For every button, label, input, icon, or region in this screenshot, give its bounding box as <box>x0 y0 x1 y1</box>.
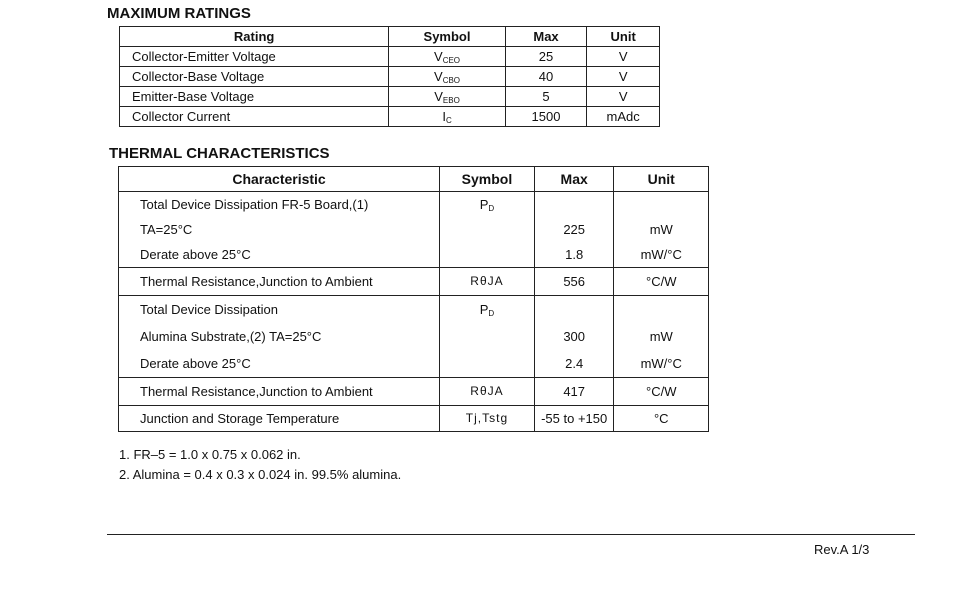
col-header-max: Max <box>505 27 587 47</box>
table-header-row <box>120 27 660 47</box>
symbol-cell: $V_{CEO}$ <box>389 47 505 67</box>
col-header-max: Max <box>534 167 614 192</box>
col-header-symbol: Symbol <box>440 167 535 192</box>
col-header-unit: Unit <box>587 27 660 47</box>
table-row <box>119 296 709 378</box>
max-cell: 25 <box>505 47 587 67</box>
table-row <box>120 47 660 67</box>
table-row <box>120 87 660 107</box>
symbol-cell: $P_D$ <box>440 192 535 268</box>
rating-cell: Emitter-Base Voltage <box>120 87 389 107</box>
col-header-unit: Unit <box>614 167 709 192</box>
characteristic-cell: Total Device Dissipation Alumina Substrate,(2) TA=25°C Derate above 25°C <box>119 296 440 378</box>
revision-label: Rev.A 1/3 <box>814 542 870 557</box>
unit-cell: V <box>587 67 660 87</box>
unit-cell: mW mW/°C <box>614 192 709 268</box>
thermal-title: THERMAL CHARACTERISTICS <box>109 145 330 162</box>
max-cell: 1500 <box>505 107 587 127</box>
unit-cell: V <box>587 87 660 107</box>
footer-divider <box>107 534 915 535</box>
symbol-cell: $V_{CBO}$ <box>389 67 505 87</box>
max-ratings-title: MAXIMUM RATINGS <box>107 5 251 22</box>
unit-cell: mAdc <box>587 107 660 127</box>
unit-cell: V <box>587 47 660 67</box>
footnote-2: 2. Alumina = 0.4 x 0.3 x 0.024 in. 99.5% alumina. <box>119 467 402 482</box>
symbol-cell: $P_D$ <box>440 296 535 378</box>
col-header-symbol: Symbol <box>389 27 505 47</box>
table-row: Junction and Storage Temperature Tj,Tstg -55 to +150 °C <box>119 406 709 432</box>
thermal-table <box>118 166 709 432</box>
table-row: Thermal Resistance,Junction to Ambient RθJA 417 °C/W <box>119 378 709 406</box>
rating-cell: Collector-Emitter Voltage <box>120 47 389 67</box>
table-row <box>119 192 709 268</box>
max-cell: 225 1.8 <box>534 192 614 268</box>
col-header-characteristic: Characteristic <box>119 167 440 192</box>
max-cell: 40 <box>505 67 587 87</box>
table-row: Thermal Resistance,Junction to Ambient RθJA 556 °C/W <box>119 268 709 296</box>
max-ratings-table <box>119 26 660 127</box>
symbol-cell: $V_{EBO}$ <box>389 87 505 107</box>
max-cell: 5 <box>505 87 587 107</box>
table-row <box>120 67 660 87</box>
characteristic-cell: Total Device Dissipation FR-5 Board,(1) TA=25°C Derate above 25°C <box>119 192 440 268</box>
unit-cell: mW mW/°C <box>614 296 709 378</box>
table-header-row <box>119 167 709 192</box>
rating-cell: Collector Current <box>120 107 389 127</box>
symbol-cell: $I_C$ <box>389 107 505 127</box>
rating-cell: Collector-Base Voltage <box>120 67 389 87</box>
max-cell: 300 2.4 <box>534 296 614 378</box>
table-row <box>120 107 660 127</box>
col-header-rating: Rating <box>120 27 389 47</box>
footnote-1: 1. FR–5 = 1.0 x 0.75 x 0.062 in. <box>119 447 301 462</box>
